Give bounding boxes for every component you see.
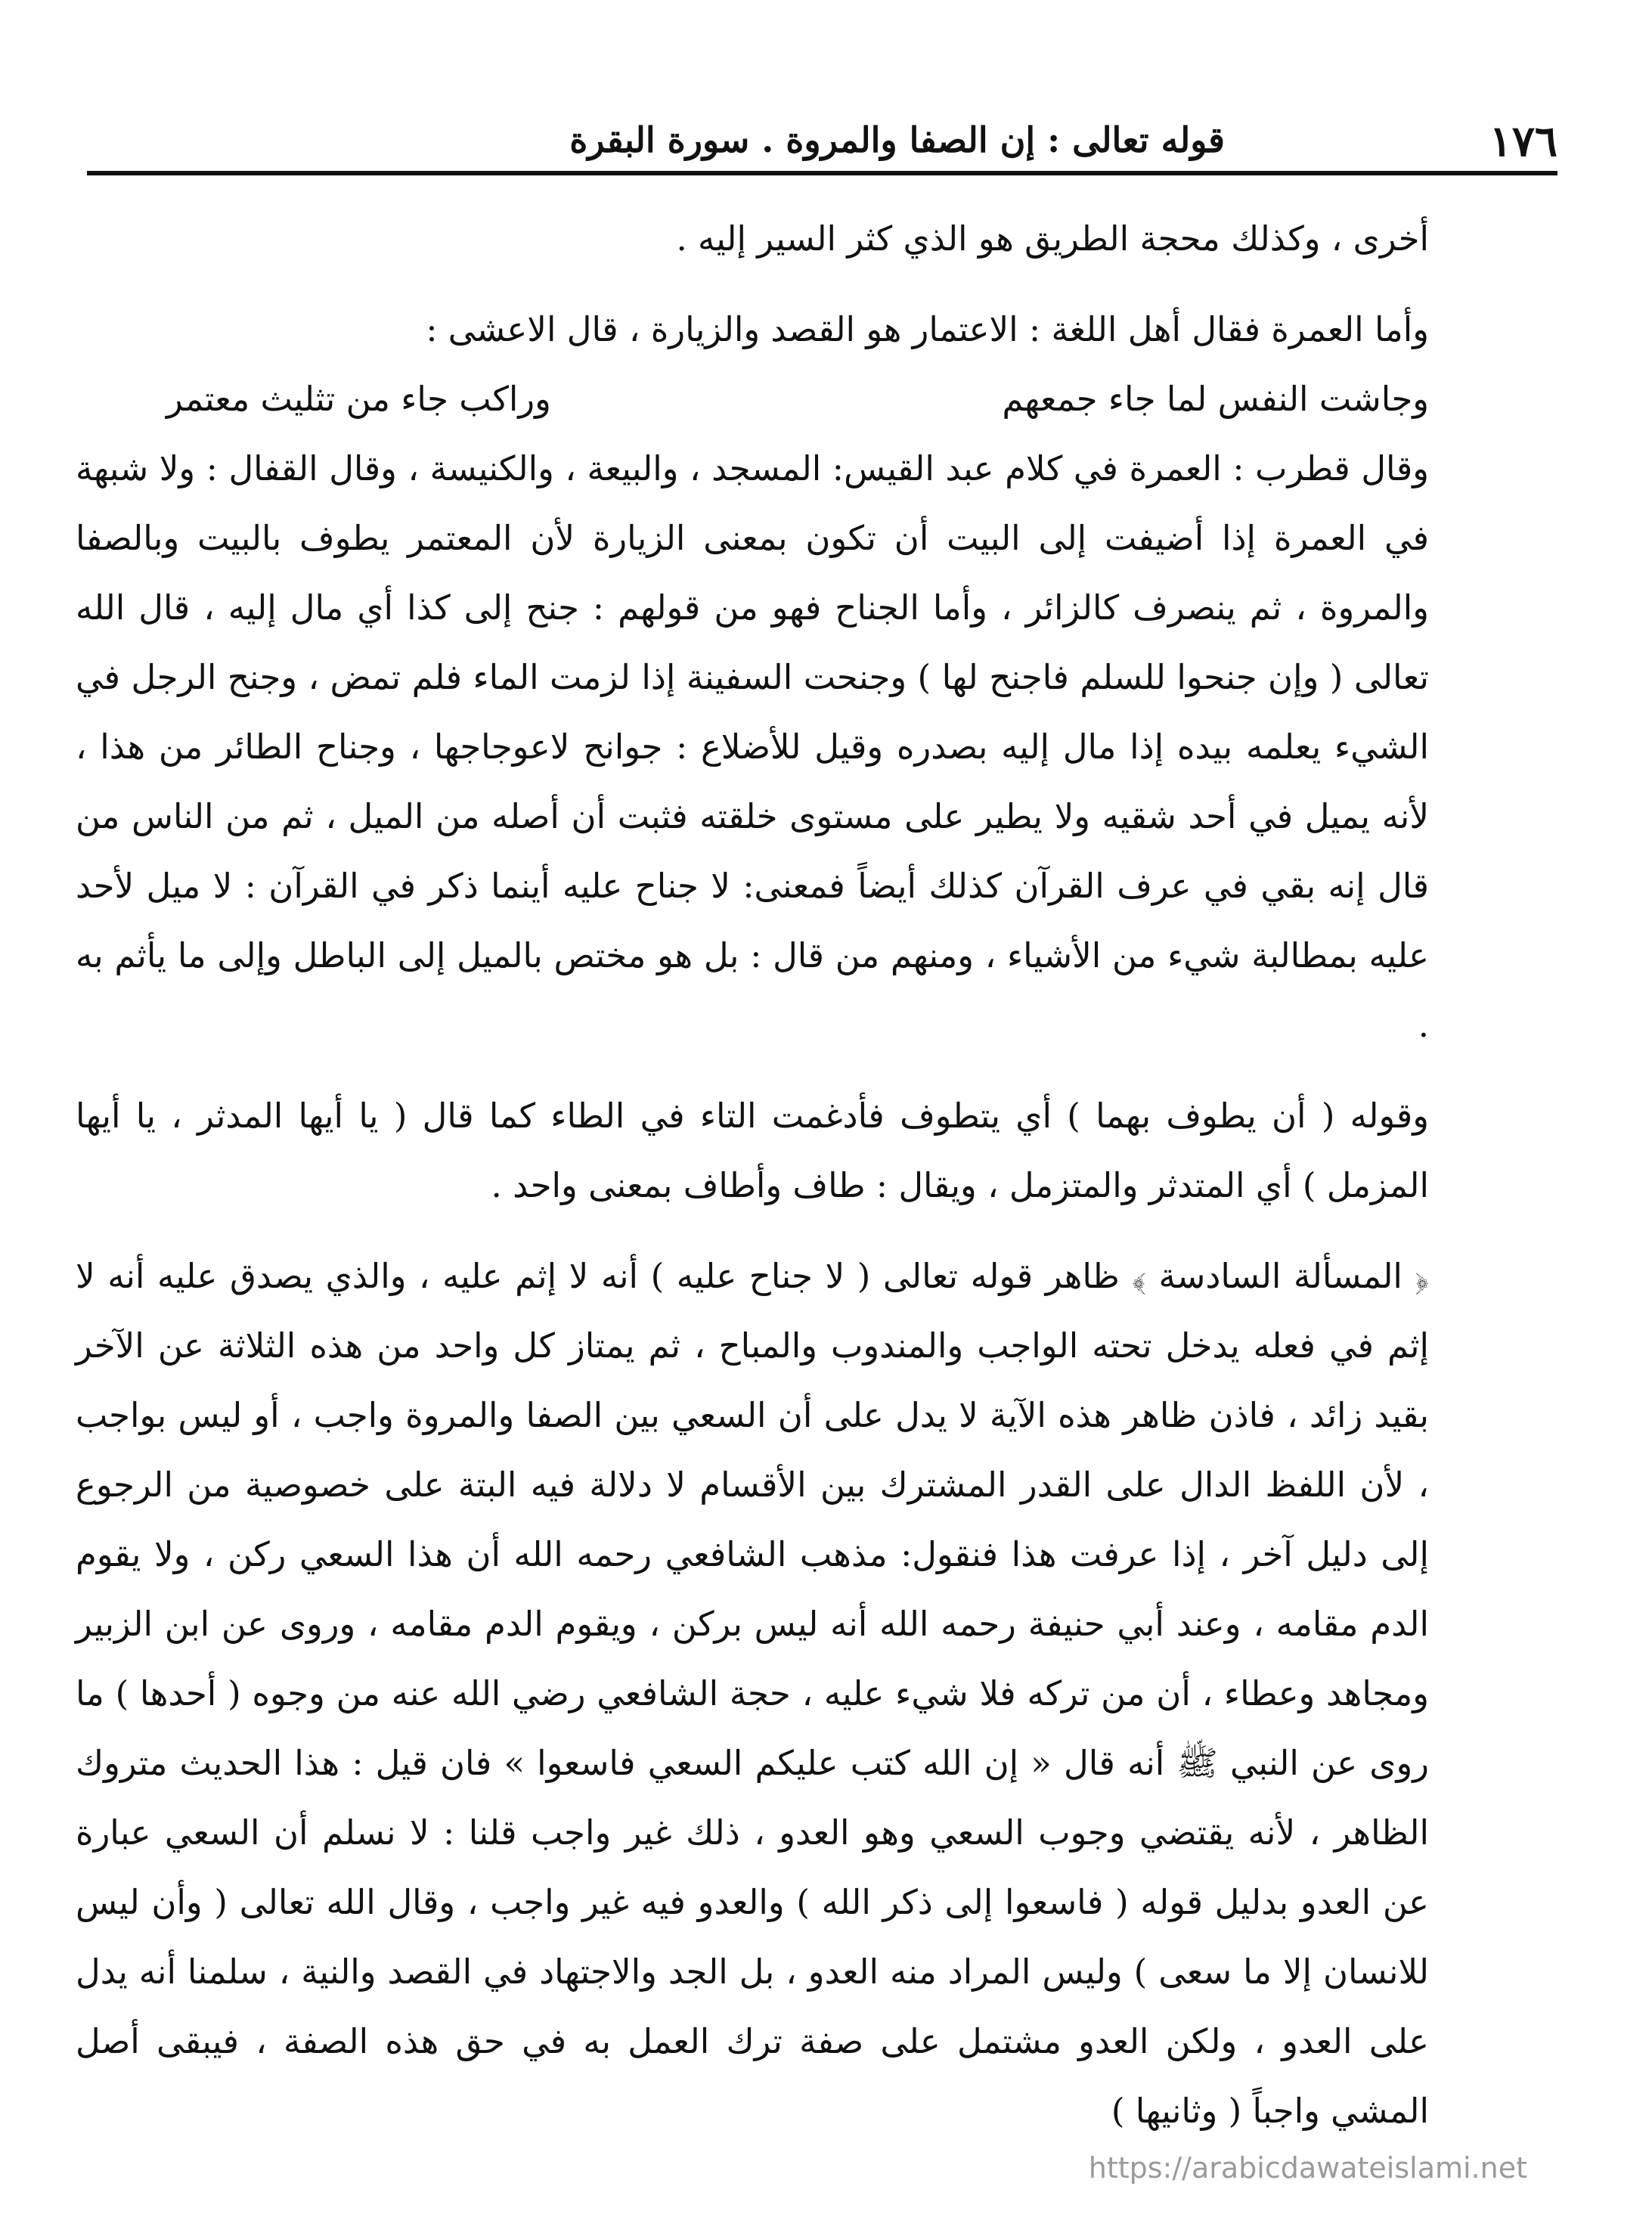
paragraph: أخرى ، وكذلك محجة الطريق هو الذي كثر السير إليه . <box>676 219 1429 259</box>
page-header <box>87 112 1557 172</box>
running-title: قوله تعالى : إن الصفا والمروة . سورة البقرة <box>569 119 1225 160</box>
paragraph: وقوله ( أن يطوف بهما ) أي يتطوف فأدغمت التاء في الطاء كما قال ( يا أيها المدثر ، يا أيها المزمل ) أي المتدثر والمتزمل ، ويقال : طاف وأطاف بمعنى واحد . <box>76 1096 1429 1205</box>
paragraph: وأما العمرة فقال أهل اللغة : الاعتمار هو القصد والزيارة ، قال الاعشى : <box>426 309 1429 349</box>
poetry-verse <box>76 364 1429 434</box>
header-rule <box>87 171 1557 175</box>
page-number: ١٧٦ <box>1489 116 1557 166</box>
paragraph: ﴿ المسألة السادسة ﴾ ظاهر قوله تعالى ( لا جناح عليه ) أنه لا إثم عليه ، والذي يصدق عليه أنه لا إثم في فعله يدخل تحته الواجب والمندوب والمباح ، ثم يمتاز كل واحد من هذه الثلاثة عن الآخر بقيد زائد ، فاذن ظاهر هذه الآية لا يدل على أن السعي بين الصفا والمروة واجب ، أو ليس بواجب ، لأن اللفظ الدال على القدر المشترك بين الأقسام لا دلالة فيه البتة على خصوصية من الرجوع إلى دليل آخر ، إذا عرفت هذا فنقول: مذهب الشافعي رحمه الله أن هذا السعي ركن ، ولا يقوم الدم مقامه ، وعند أبي حنيفة رحمه الله أنه ليس بركن ، ويقوم الدم مقامه ، وروى عن ابن الزبير ومجاهد وعطاء ، أن من تركه فلا شيء عليه ، حجة الشافعي رضي الله عنه من وجوه ( أحدها ) ما روى عن النبي ﷺ أنه قال « إن الله كتب عليكم السعي فاسعوا » فان قيل : هذا الحديث متروك الظاهر ، لأنه يقتضي وجوب السعي وهو العدو ، ذلك غير واجب قلنا : لا نسلم أن السعي عبارة عن العدو بدليل قوله ( فاسعوا إلى ذكر الله ) والعدو فيه غير واجب ، وقال الله تعالى ( وأن ليس للانسان إلا ما سعى ) وليس المراد منه العدو ، بل الجد والاجتهاد في القصد والنية ، سلمنا أنه يدل على العدو ، ولكن العدو مشتمل على صفة ترك العمل به في حق هذه الصفة ، فيبقى أصل المشي واجباً ( وثانيها ) <box>76 1256 1429 2131</box>
paragraph: وقال قطرب : العمرة في كلام عبد القيس: المسجد ، والبيعة ، والكنيسة ، وقال القفال : ولا شبهة في العمرة إذا أضيفت إلى البيت أن تكون بمعنى الزيارة لأن المعتمر يطوف بالبيت وبالصفا والمروة ، ثم ينصرف كالزائر ، وأما الجناح فهو من قولهم : جنح إلى كذا أي مال إليه ، قال الله تعالى ( وإن جنحوا للسلم فاجنح لها ) وجنحت السفينة إذا لزمت الماء فلم تمض ، وجنح الرجل في الشيء يعلمه بيده إذا مال إليه بصدره وقيل للأضلاع : جوانح لاعوجاجها ، وجناح الطائر من هذا ، لأنه يميل في أحد شقيه ولا يطير على مستوى خلقته فثبت أن أصله من الميل ، ثم من الناس من قال إنه بقي في عرف القرآن كذلك أيضاً فمعنى: لا جناح عليه أينما ذكر في القرآن : لا ميل لأحد عليه بمطالبة شيء من الأشياء ، ومنهم من قال : بل هو مختص بالميل إلى الباطل وإلى ما يأثم به . <box>76 448 1429 1045</box>
watermark-url: https://arabicdawateislami.net <box>1088 2151 1527 2185</box>
body-text <box>76 204 1429 2146</box>
verse-hemistich-first: وجاشت النفس لما جاء جمعهم <box>1002 379 1429 419</box>
verse-hemistich-second: وراكب جاء من تثليث معتمر <box>166 379 551 419</box>
